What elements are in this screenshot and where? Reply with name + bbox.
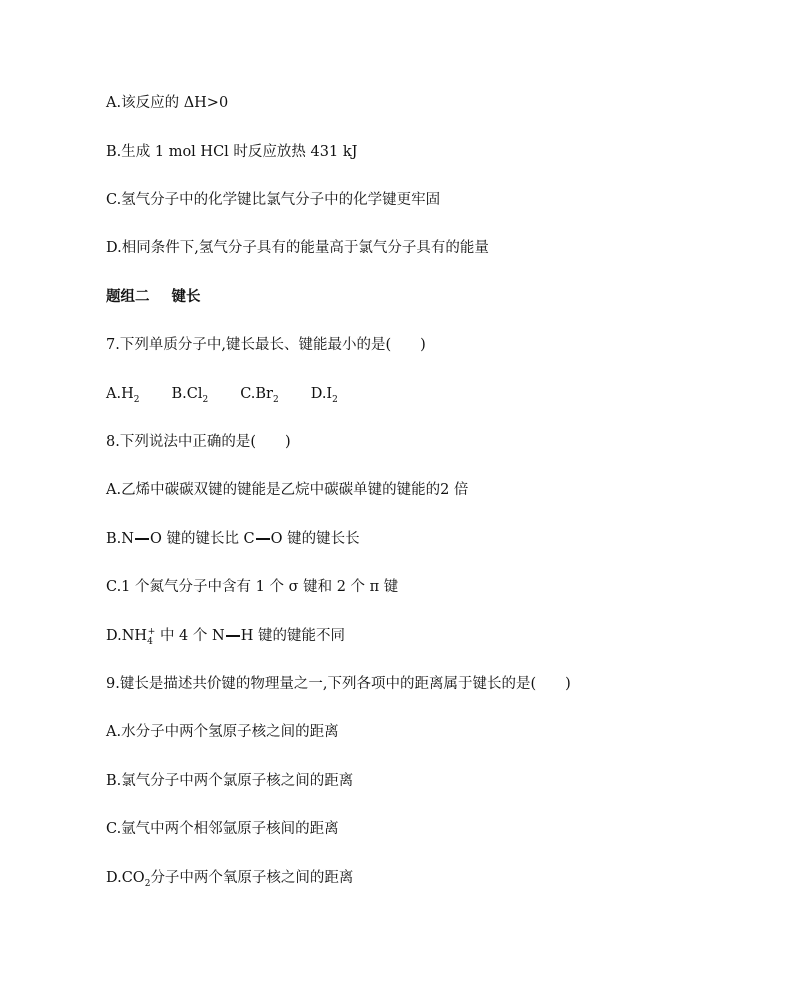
single-bond-line	[226, 635, 240, 637]
q9-stem: 9.键长是描述共价键的物理量之一,下列各项中的距离属于键长的是( )	[106, 676, 571, 692]
q6-option-a: A.该反应的 ΔH>0	[106, 95, 229, 111]
q9-option-d: $D.CO_2$分子中两个氧原子核之间的距离	[106, 870, 354, 889]
q8-option-c: C.1 个氮气分子中含有 1 个 σ 键和 2 个 π 键	[106, 579, 399, 595]
q7-option-c: $C.Br_2$	[240, 386, 279, 405]
q7-stem: 7.下列单质分子中,键长最长、键能最小的是( )	[106, 337, 426, 353]
q6-option-d: D.相同条件下,氢气分子具有的能量高于氯气分子具有的能量	[106, 240, 489, 256]
q7-option-b: $B.Cl_2$	[171, 386, 209, 405]
q9-option-a: A.水分子中两个氢原子核之间的距离	[106, 724, 339, 740]
q6-option-b: B.生成 1 mol HCl 时反应放热 431 kJ	[106, 144, 358, 160]
q8-stem: 8.下列说法中正确的是( )	[106, 434, 291, 450]
q8-option-a: A.乙烯中碳碳双键的键能是乙烷中碳碳单键的键能的2 倍	[106, 482, 469, 498]
section-heading-group: 题组二	[106, 288, 150, 305]
q7-options	[106, 384, 338, 404]
single-bond-line	[256, 538, 270, 540]
section-heading	[106, 287, 201, 307]
ammonium-formula: $D.NH_4^+$	[106, 627, 156, 647]
q9-option-b: B.氯气分子中两个氯原子核之间的距离	[106, 773, 354, 789]
q8-option-d: $D.NH_4^+$ 中 4 个 N H 键的键能不同	[106, 627, 345, 647]
single-bond-line	[135, 538, 149, 540]
section-heading-topic: 键长	[171, 288, 201, 305]
q9-option-c: C.氩气中两个相邻氩原子核间的距离	[106, 821, 339, 837]
q6-option-c: C.氢气分子中的化学键比氯气分子中的化学键更牢固	[106, 192, 441, 208]
q7-option-d: $D.I_2$	[310, 386, 338, 405]
q8-option-b: B.N O 键的键长比 C O 键的键长长	[106, 531, 360, 547]
q7-option-a: $A.H_2$	[106, 386, 140, 405]
